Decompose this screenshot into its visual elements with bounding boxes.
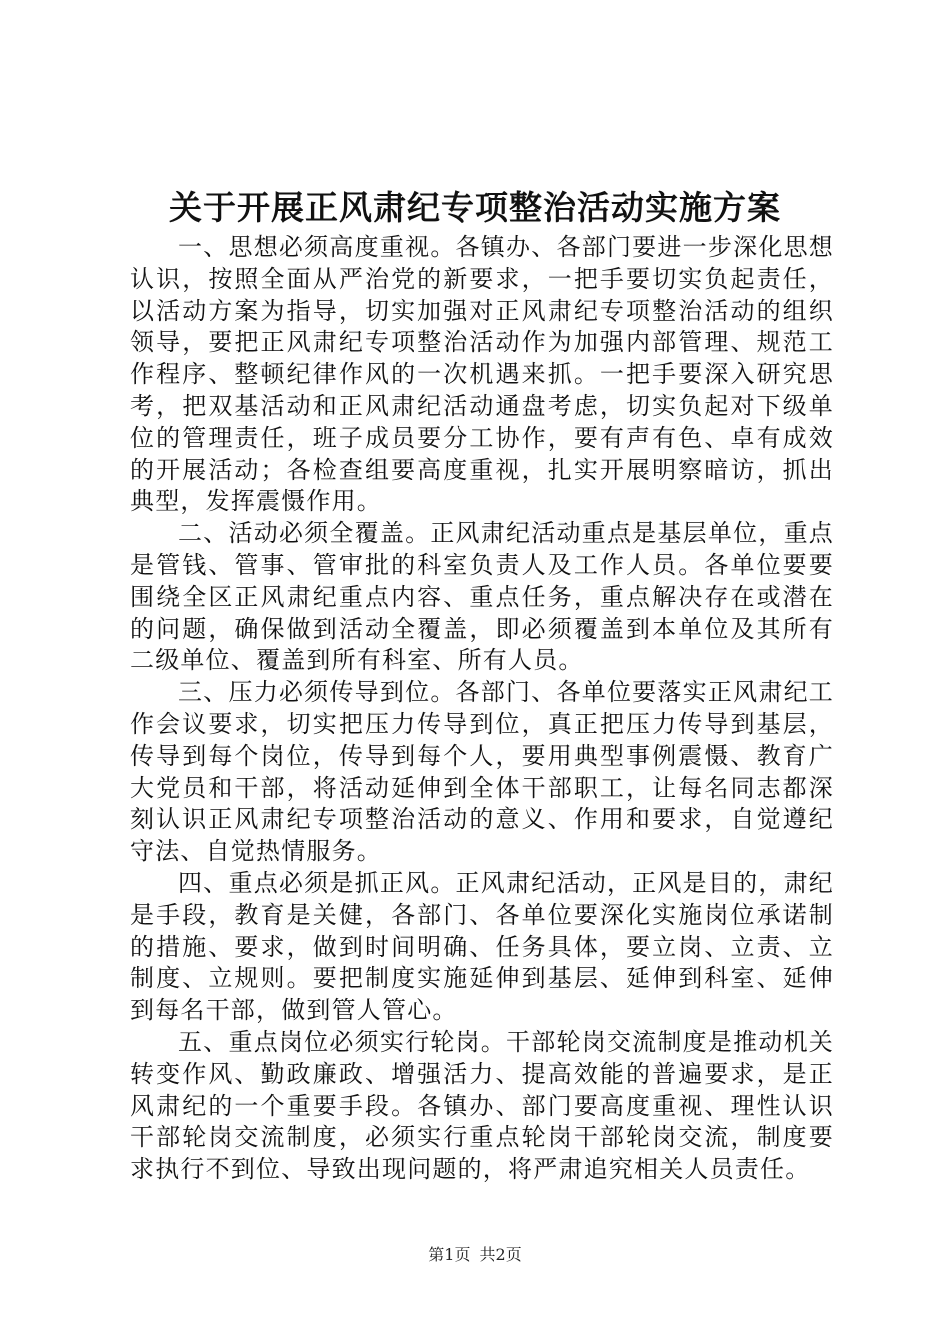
document-body bbox=[130, 232, 834, 1186]
paragraph-4: 四、重点必须是抓正风。正风肃纪活动，正风是目的，肃纪是手段，教育是关健，各部门、各单位要深化实施岗位承诺制的措施、要求，做到时间明确、任务具体，要立岗、立责、立制度、立规则。要把制度实施延伸到基层、延伸到科室、延伸到每名干部，做到管人管心。 bbox=[130, 868, 834, 1025]
page-number-total: 共2页 bbox=[479, 1245, 522, 1264]
page-footer bbox=[0, 1244, 950, 1266]
paragraph-3: 三、压力必须传导到位。各部门、各单位要落实正风肃纪工作会议要求，切实把压力传导到位，真正把压力传导到基层，传导到每个岗位，传导到每个人，要用典型事例震慑、教育广大党员和干部，将活动延伸到全体干部职工，让每名同志都深刻认识正风肃纪专项整治活动的意义、作用和要求，自觉遵纪守法、自觉热情服务。 bbox=[130, 678, 834, 866]
document-title: 关于开展正风肃纪专项整治活动实施方案 bbox=[169, 188, 781, 227]
page-number-current: 第1页 bbox=[428, 1245, 471, 1264]
paragraph-2: 二、活动必须全覆盖。正风肃纪活动重点是基层单位，重点是管钱、管事、管审批的科室负责人及工作人员。各单位要要围绕全区正风肃纪重点内容、重点任务，重点解决存在或潜在的问题，确保做到活动全覆盖，即必须覆盖到本单位及其所有二级单位、覆盖到所有科室、所有人员。 bbox=[130, 519, 834, 675]
paragraph-1: 一、思想必须高度重视。各镇办、各部门要进一步深化思想认识，按照全面从严治党的新要求，一把手要切实负起责任，以活动方案为指导，切实加强对正风肃纪专项整治活动的组织领导，要把正风肃纪专项整治活动作为加强内部管理、规范工作程序、整顿纪律作风的一次机遇来抓。一把手要深入研究思考，把双基活动和正风肃纪活动通盘考虑，切实负起对下级单位的管理责任，班子成员要分工协作，要有声有色、卓有成效的开展活动；各检查组要高度重视，扎实开展明察暗访，抓出典型，发挥震慑作用。 bbox=[130, 233, 834, 516]
paragraph-5: 五、重点岗位必须实行轮岗。干部轮岗交流制度是推动机关转变作风、勤政廉政、增强活力、提高效能的普遍要求，是正风肃纪的一个重要手段。各镇办、部门要高度重视、理性认识干部轮岗交流制度，必须实行重点轮岗干部轮岗交流，制度要求执行不到位、导致出现问题的，将严肃追究相关人员责任。 bbox=[130, 1027, 834, 1184]
